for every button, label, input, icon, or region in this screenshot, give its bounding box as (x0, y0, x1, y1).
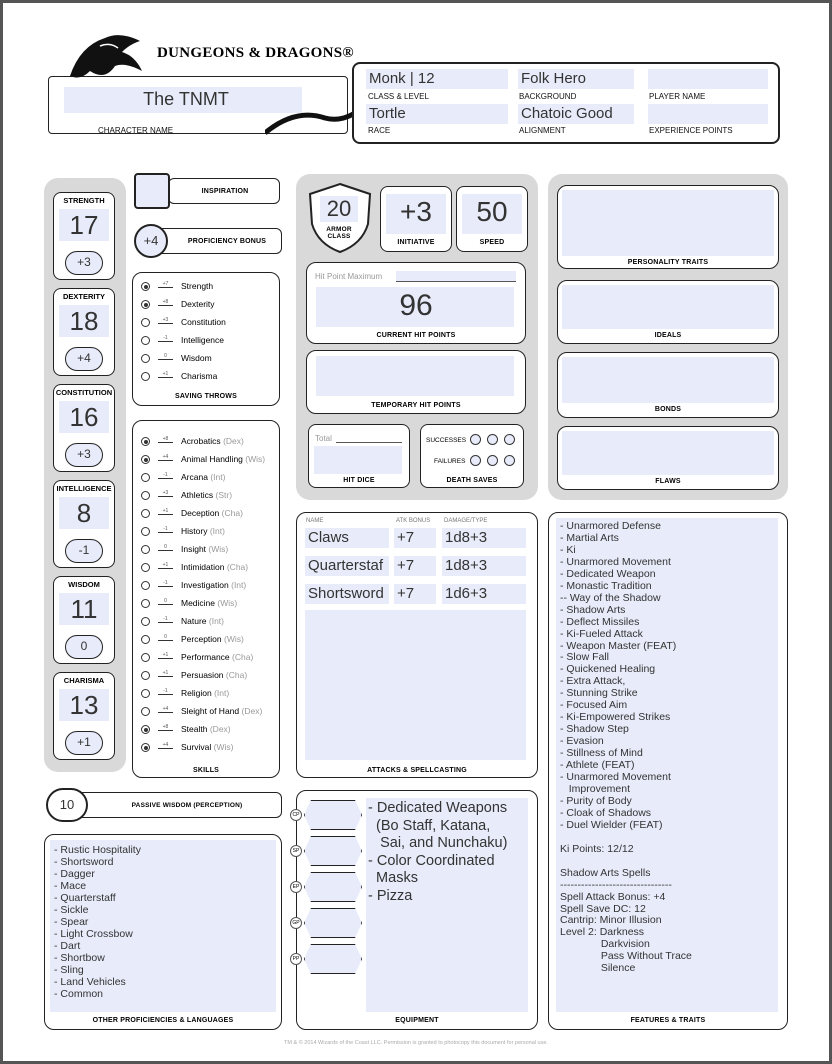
ability-name: INTELLIGENCE (56, 484, 112, 493)
skill-name: Insight (181, 544, 207, 554)
skill-value[interactable]: -1 (158, 472, 173, 479)
skill-name: Persuasion (181, 670, 224, 680)
proficiency-checkbox[interactable] (141, 707, 150, 716)
ability-name: STRENGTH (63, 196, 105, 205)
attack-name-field[interactable]: Claws (305, 528, 389, 548)
equipment-label: EQUIPMENT (395, 1017, 439, 1024)
proficiency-checkbox[interactable] (141, 563, 150, 572)
skill-name: Sleight of Hand (181, 706, 240, 716)
attack-col-name: NAME (306, 518, 324, 524)
skill-attr: (Str) (215, 490, 233, 500)
current-hp-value: 96 (399, 289, 433, 322)
background-label: BACKGROUND (519, 92, 577, 101)
proficiency-checkbox[interactable] (141, 725, 150, 734)
skill-attr: (Cha) (221, 508, 243, 518)
skill-name: Stealth (181, 724, 208, 734)
ability-modifier-field[interactable]: -1 (65, 539, 103, 563)
proficiency-checkbox[interactable] (141, 653, 150, 662)
saving-throw-name: Dexterity (181, 299, 215, 309)
saving-throw-name: Constitution (181, 317, 226, 327)
skill-name: Performance (181, 652, 230, 662)
saving-throw-value[interactable]: +1 (158, 371, 173, 378)
skill-name: Athletics (181, 490, 214, 500)
proficiency-checkbox[interactable] (141, 617, 150, 626)
proficiency-checkbox[interactable] (141, 455, 150, 464)
character-name-label: CHARACTER NAME (98, 126, 174, 135)
character-name-value: The TNMT (143, 89, 229, 109)
skill-value[interactable]: +1 (158, 652, 173, 659)
proficiency-checkbox[interactable] (141, 509, 150, 518)
skill-value[interactable]: -1 (158, 688, 173, 695)
class-level-value: Monk | 12 (369, 70, 435, 87)
skill-attr: (Int) (208, 616, 225, 626)
saving-throw-value[interactable]: 0 (158, 353, 173, 360)
ability-modifier-field[interactable]: +4 (65, 347, 103, 371)
proficiency-checkbox[interactable] (141, 372, 150, 381)
armor-class-value: 20 (326, 196, 352, 221)
skill-name: Animal Handling (181, 454, 243, 464)
hit-dice-total-label: Total (315, 434, 332, 443)
proficiency-checkbox[interactable] (141, 743, 150, 752)
skill-value[interactable]: -1 (158, 526, 173, 533)
personality-traits-label: PERSONALITY TRAITS (627, 259, 709, 266)
skill-attr: (Dex) (209, 724, 231, 734)
skill-attr: (Cha) (232, 652, 254, 662)
death-save-success-checkbox[interactable] (504, 434, 515, 445)
skill-name: Medicine (181, 598, 216, 608)
features-label: FEATURES & TRAITS (630, 1017, 706, 1024)
skills-label: SKILLS (192, 767, 220, 774)
skill-value[interactable]: +4 (158, 454, 173, 461)
death-save-success-checkbox[interactable] (470, 434, 481, 445)
current-hp-label: CURRENT HIT POINTS (376, 332, 456, 339)
speed-value: 50 (476, 196, 508, 227)
proficiency-checkbox[interactable] (141, 300, 150, 309)
proficiency-checkbox[interactable] (141, 354, 150, 363)
skill-attr: (Int) (231, 580, 247, 590)
ability-score-field[interactable]: 8 (59, 497, 109, 529)
skill-name: Survival (181, 742, 212, 752)
proficiency-checkbox[interactable] (141, 671, 150, 680)
ability-name: DEXTERITY (62, 292, 106, 301)
skill-attr: (Cha) (225, 670, 248, 680)
ability-constitution (53, 384, 115, 472)
features-text: - Unarmored Defense - Martial Arts - Ki - Unarmored Movement - Dedicated Weapon - Monastic Tradition -- Way of the Shadow - Shadow Arts - Deflect Missiles - Ki-Fueled Attack - Weapon Master (FEAT) - Slow Fall - Quickened Healing - Extra Attack, - Stunning Strike - Focused Aim - Ki-Empowered Strikes - Shadow Step - Evasion - Stillness of Mind - Athlete (FEAT) - Unarmored Movement Improvement - Purity of Body - Cloak of Shadows - Duel Wielder (FEAT) Ki Points: 12/12 Shadow Arts Spells -------------------------------- Spell Attack Bonus: +4 Spell Save DC: 12 Cantrip: Minor Illusion Level 2: Darkness Darkvision Pass Without Trace Silence (560, 520, 692, 975)
inspiration-checkbox[interactable] (134, 173, 170, 209)
attack-bonus-field[interactable]: +7 (394, 528, 436, 548)
skill-name: Intimidation (181, 562, 225, 572)
death-save-failure-checkbox[interactable] (487, 455, 498, 466)
skill-value[interactable]: +8 (158, 436, 173, 443)
skill-value[interactable]: 0 (158, 634, 173, 641)
temp-hp-field[interactable] (316, 356, 514, 396)
ideals-field[interactable] (562, 285, 774, 329)
ability-intelligence (53, 480, 115, 568)
coin-sp-label: SP (290, 845, 302, 857)
skill-name: Arcana (181, 472, 208, 482)
coin-sp-field[interactable] (304, 836, 362, 866)
background-value: Folk Hero (521, 70, 587, 87)
proficiency-checkbox[interactable] (141, 473, 150, 482)
coin-ep-label: EP (290, 881, 302, 893)
death-save-success-checkbox[interactable] (487, 434, 498, 445)
failures-label: FAILURES (434, 458, 466, 465)
dragon-logo-icon (60, 26, 160, 86)
footer-text: TM & © 2014 Wizards of the Coast LLC. Permission is granted to photocopy this document for personal use. (284, 1040, 548, 1046)
ability-strength (53, 192, 115, 280)
hit-dice-field[interactable] (314, 446, 402, 474)
proficiency-checkbox[interactable] (141, 282, 150, 291)
attack-col-bonus: ATK BONUS (396, 518, 431, 524)
bonds-label: BONDS (654, 406, 682, 413)
logo-text: DUNGEONS & DRAGONS® (157, 45, 354, 61)
ability-score-field[interactable]: 16 (59, 401, 109, 433)
player-name-field[interactable] (648, 69, 768, 89)
attacks-label: ATTACKS & SPELLCASTING (367, 767, 467, 774)
passive-wisdom-label: PASSIVE WISDOM (PERCEPTION) (131, 802, 243, 809)
temp-hp-label: TEMPORARY HIT POINTS (371, 402, 461, 409)
race-label: RACE (368, 126, 391, 135)
attack-name-field[interactable]: Quarterstaf (305, 556, 389, 576)
saving-throw-value[interactable]: +3 (158, 317, 173, 324)
attack-bonus-field[interactable]: +7 (394, 556, 436, 576)
proficiency-label: PROFICIENCY BONUS (187, 238, 267, 245)
initiative-label: INITIATIVE (397, 239, 435, 246)
ideals-label: IDEALS (654, 332, 682, 339)
flaws-field[interactable] (562, 431, 774, 475)
ability-name: CONSTITUTION (55, 388, 113, 397)
skill-name: Investigation (181, 580, 229, 590)
saving-throws-box (132, 272, 280, 406)
skill-attr: (Int) (209, 526, 225, 536)
coin-ep-field[interactable] (304, 872, 362, 902)
proficiency-checkbox[interactable] (141, 318, 150, 327)
proficiency-checkbox[interactable] (141, 635, 150, 644)
coin-pp-label: PP (290, 953, 302, 965)
alignment-value: Chatoic Good (521, 105, 613, 122)
skill-value[interactable]: +4 (158, 742, 173, 749)
saving-throw-name: Intelligence (181, 335, 225, 345)
flaws-label: FLAWS (655, 478, 681, 485)
skill-value[interactable]: +8 (158, 724, 173, 731)
saving-throw-value[interactable]: -1 (158, 335, 173, 342)
proficiency-bonus-field[interactable]: +4 (134, 224, 168, 258)
alignment-label: ALIGNMENT (519, 126, 566, 135)
skill-attr: (Int) (210, 472, 226, 482)
successes-label: SUCCESSES (426, 437, 467, 444)
skill-value[interactable]: 0 (158, 598, 173, 605)
skill-value[interactable]: +4 (158, 706, 173, 713)
skill-name: Acrobatics (181, 436, 221, 446)
death-saves-label: DEATH SAVES (446, 477, 498, 484)
skill-attr: (Dex) (241, 706, 263, 716)
skill-attr: (Wis) (208, 544, 229, 554)
banner-scroll-icon (265, 108, 355, 138)
proficiency-checkbox[interactable] (141, 491, 150, 500)
skill-value[interactable]: +3 (158, 490, 173, 497)
race-value: Tortle (369, 105, 406, 122)
coin-gp-field[interactable] (304, 908, 362, 938)
proficiency-checkbox[interactable] (141, 545, 150, 554)
equipment-text: - Dedicated Weapons (Bo Staff, Katana, Sai, and Nunchaku) - Color Coordinated Masks - Pizza (368, 800, 508, 904)
attack-bonus-field[interactable]: +7 (394, 584, 436, 604)
passive-wisdom-field[interactable]: 10 (46, 788, 88, 822)
proficiency-checkbox[interactable] (141, 599, 150, 608)
ability-score-field[interactable]: 17 (59, 209, 109, 241)
experience-label: EXPERIENCE POINTS (649, 126, 733, 135)
proficiency-checkbox[interactable] (141, 336, 150, 345)
skill-name: Perception (181, 634, 222, 644)
ability-wisdom (53, 576, 115, 664)
hit-dice-label: HIT DICE (343, 477, 375, 484)
ability-charisma (53, 672, 115, 760)
ability-score-field[interactable]: 11 (59, 593, 109, 625)
proficiencies-label: OTHER PROFICIENCIES & LANGUAGES (92, 1017, 234, 1024)
skill-attr: (Wis) (217, 598, 238, 608)
speed-label: SPEED (479, 239, 505, 246)
saving-throw-value[interactable]: +8 (158, 299, 173, 306)
player-name-label: PLAYER NAME (649, 92, 706, 101)
skill-attr: (Wis) (245, 454, 266, 464)
skill-value[interactable]: -1 (158, 580, 173, 587)
ability-modifier-field[interactable]: 0 (65, 635, 103, 659)
death-save-failure-checkbox[interactable] (470, 455, 481, 466)
skill-name: Deception (181, 508, 220, 518)
hp-max-field[interactable] (396, 271, 516, 282)
coin-cp-label: CP (290, 809, 302, 821)
attack-name-field[interactable]: Shortsword (305, 584, 389, 604)
proficiency-checkbox[interactable] (141, 689, 150, 698)
skill-name: Religion (181, 688, 212, 698)
saving-throw-name: Wisdom (181, 353, 212, 363)
ability-score-field[interactable]: 13 (59, 689, 109, 721)
skill-name: Nature (181, 616, 207, 626)
ability-score-field[interactable]: 18 (59, 305, 109, 337)
bonds-field[interactable] (562, 357, 774, 403)
skill-attr: (Wis) (224, 634, 244, 644)
coin-pp-field[interactable] (304, 944, 362, 974)
hit-dice-total-field[interactable] (336, 433, 402, 443)
initiative-value: +3 (400, 196, 432, 227)
saving-throws-label: SAVING THROWS (175, 393, 237, 400)
death-save-failure-checkbox[interactable] (504, 455, 515, 466)
hp-max-label: Hit Point Maximum (315, 272, 383, 281)
skill-attr: (Cha) (226, 562, 249, 572)
armor-class-label: ARMOR CLASS (326, 226, 352, 240)
coin-cp-field[interactable] (304, 800, 362, 830)
saving-throw-name: Charisma (181, 371, 218, 381)
skill-value[interactable]: +1 (158, 508, 173, 515)
skill-attr: (Int) (214, 688, 230, 698)
ability-modifier-field[interactable]: +3 (65, 251, 103, 275)
class-level-label: CLASS & LEVEL (368, 92, 429, 101)
proficiency-checkbox[interactable] (141, 581, 150, 590)
skills-box (132, 420, 280, 778)
skill-value[interactable]: 0 (158, 544, 173, 551)
ability-name: WISDOM (68, 580, 100, 589)
proficiencies-text: - Rustic Hospitality - Shortsword - Dagger - Mace - Quarterstaff - Sickle - Spear - Light Crossbow - Dart - Shortbow - Sling - Land Vehicles - Common (54, 844, 141, 1000)
skill-name: History (181, 526, 208, 536)
proficiency-checkbox[interactable] (141, 437, 150, 446)
attack-col-damage: DAMAGE/TYPE (444, 518, 488, 524)
personality-traits-field[interactable] (562, 190, 774, 256)
saving-throw-name: Strength (181, 281, 214, 291)
skill-value[interactable]: +1 (158, 670, 173, 677)
ability-modifier-field[interactable]: +3 (65, 443, 103, 467)
skill-attr: (Wis) (213, 742, 234, 752)
attack-damage-field[interactable]: 1d8+3 (442, 528, 526, 548)
attack-damage-field[interactable]: 1d6+3 (442, 584, 526, 604)
experience-field[interactable] (648, 104, 768, 124)
ability-modifier-field[interactable]: +1 (65, 731, 103, 755)
ability-dexterity (53, 288, 115, 376)
coin-gp-label: GP (290, 917, 302, 929)
ability-name: CHARISMA (63, 676, 105, 685)
skill-value[interactable]: -1 (158, 616, 173, 623)
skill-attr: (Dex) (223, 436, 244, 446)
inspiration-label: INSPIRATION (201, 188, 249, 195)
saving-throw-value[interactable]: +7 (158, 281, 173, 288)
attacks-notes-field[interactable] (305, 610, 526, 760)
skill-value[interactable]: +1 (158, 562, 173, 569)
proficiency-checkbox[interactable] (141, 527, 150, 536)
attack-damage-field[interactable]: 1d8+3 (442, 556, 526, 576)
